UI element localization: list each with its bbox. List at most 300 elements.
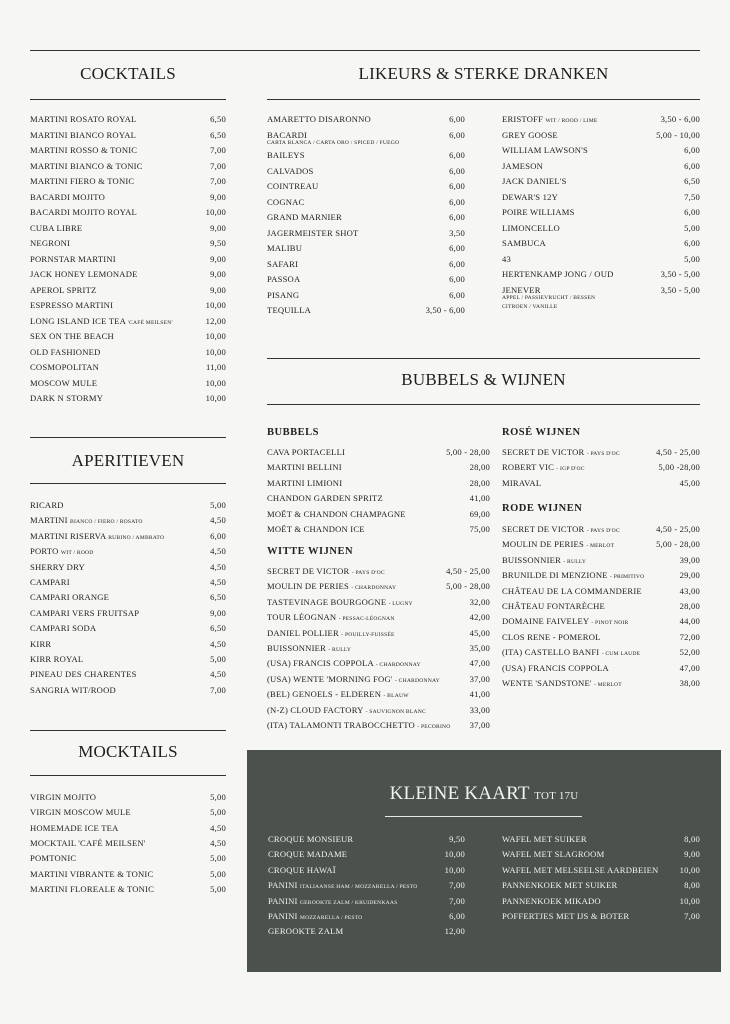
item-name: [30, 190, 105, 206]
item-price: 11,00: [205, 362, 226, 372]
cocktails-heading: COCKTAILS: [80, 64, 176, 83]
item-price: 28,00: [679, 600, 700, 611]
item-name: [502, 174, 567, 190]
item-name-text: BACARDI MOJITO ROYAL: [30, 207, 137, 217]
item-name-text: PASSOA: [267, 274, 301, 284]
item-name-text: RICARD: [30, 500, 64, 510]
item-name-text: HOMEMADE ICE TEA: [30, 822, 119, 833]
item-price: 6,00: [449, 181, 465, 191]
item-price: 41,00: [469, 689, 490, 700]
item-name-text: (USA) WENTE 'MORNING FOG': [267, 673, 393, 684]
menu-item: [502, 909, 700, 924]
item-note: - LUGNY: [388, 600, 413, 607]
item-name-text: CAVA PORTACELLI: [267, 447, 346, 457]
mocktails-list: [30, 790, 226, 897]
item-price: 4,50: [210, 515, 226, 526]
menu-item: [267, 303, 465, 319]
menu-item: [30, 283, 226, 299]
item-price: 4,50: [210, 546, 226, 557]
item-name-text: COSMOPOLITAN: [30, 362, 100, 372]
item-note: - CHARDONNAY: [351, 585, 397, 592]
item-price: 5,00: [210, 884, 226, 895]
item-name-text: BACARDI: [267, 129, 308, 140]
item-price: 38,00: [679, 677, 700, 688]
item-name: [502, 832, 587, 847]
item-price: 43,00: [679, 585, 700, 596]
menu-item: [502, 894, 700, 909]
item-name-text: (ITA) CASTELLO BANFI: [502, 647, 600, 658]
item-price: 3,50 - 5,00: [660, 269, 700, 279]
menu-item: [267, 257, 465, 273]
witte-wijnen-list: [267, 564, 490, 733]
item-price: 9,00: [210, 607, 226, 618]
item-price: 6,00: [684, 160, 700, 171]
menu-item: [502, 190, 700, 206]
item-name-text: JACK HONEY LEMONADE: [30, 269, 138, 279]
item-price: 9,50: [210, 238, 226, 248]
divider: [30, 99, 226, 100]
item-name-text: MALIBU: [267, 243, 303, 253]
likeurs-left-list: [267, 112, 465, 319]
menu-item: [267, 491, 490, 506]
bubbels-list: [267, 445, 490, 537]
menu-item: [268, 878, 465, 893]
item-name-text: CHÂTEAU FONTARÈCHE: [502, 600, 605, 611]
item-name: [30, 498, 64, 513]
item-name: [268, 924, 343, 939]
item-price: 5,00: [210, 500, 226, 510]
item-name-text: CHANDON GARDEN SPRITZ: [267, 493, 383, 504]
item-note: - IGP D'OC: [556, 466, 585, 473]
item-name: [30, 560, 85, 575]
menu-item: [30, 590, 226, 605]
item-name: [30, 575, 70, 590]
item-price: 9,00: [210, 284, 226, 295]
menu-item: [268, 924, 465, 939]
item-name: [502, 190, 558, 206]
item-name-text: CROQUE HAWAÏ: [268, 864, 336, 875]
item-name: [502, 476, 541, 491]
menu-item: [502, 614, 700, 629]
item-name: [30, 205, 137, 221]
item-price: 9,00: [210, 253, 226, 264]
kleine-kaart-right-list: [502, 832, 700, 924]
item-name: [30, 267, 138, 283]
item-name-text: CAMPARI: [30, 576, 70, 587]
item-price: 6,00: [449, 910, 465, 921]
item-price: 6,00: [684, 207, 700, 217]
item-price: 4,50 - 25,00: [656, 524, 700, 534]
item-price: 10,00: [679, 864, 700, 875]
menu-item: [30, 314, 226, 330]
menu-item: [30, 267, 226, 283]
item-price: 44,00: [679, 616, 700, 627]
item-name-text: APEROL SPRITZ: [30, 284, 97, 295]
item-name-text: LIMONCELLO: [502, 222, 560, 233]
item-name-text: MOULIN DE PERIES: [267, 581, 349, 592]
menu-item: [267, 656, 490, 671]
menu-item: [30, 851, 226, 866]
item-name-text: (USA) FRANCIS COPPOLA: [502, 662, 609, 673]
rode-wijnen-list: [502, 522, 700, 691]
item-price: 37,00: [469, 673, 490, 684]
menu-item: [502, 878, 700, 893]
item-name-text: CROQUE MADAME: [268, 849, 348, 860]
menu-item: [502, 661, 700, 676]
item-note: ITALIAANSE HAM / MOZZARELLA / PESTO: [299, 884, 418, 891]
item-name-text: PISANG: [267, 289, 300, 300]
item-price: 42,00: [469, 612, 490, 623]
item-name-text: MARTINI RISERVA: [30, 530, 106, 541]
item-price: 6,50: [210, 129, 226, 140]
item-name-text: PANNENKOEK MET SUIKER: [502, 880, 618, 891]
item-name-text: PORTO: [30, 546, 59, 557]
rose-wijnen-list: [502, 445, 700, 491]
item-name-text: DOMAINE FAIVELEY: [502, 616, 589, 627]
item-price: 6,50: [210, 114, 226, 124]
menu-item: [502, 832, 700, 847]
menu-item: [502, 112, 700, 128]
wijnen-heading: BUBBELS & WIJNEN: [401, 370, 566, 389]
item-price: 9,00: [210, 191, 226, 202]
item-name: [30, 836, 146, 851]
item-name-text: VIRGIN MOJITO: [30, 792, 97, 802]
item-name-text: OLD FASHIONED: [30, 346, 101, 357]
item-note: MOZZARELLA / PESTO: [299, 914, 363, 921]
item-price: 7,00: [449, 880, 465, 891]
item-name-text: JAGERMEISTER SHOT: [267, 227, 359, 238]
item-name: [268, 832, 353, 847]
item-name: [267, 226, 359, 242]
item-price: 28,00: [469, 477, 490, 488]
item-name: [502, 599, 605, 614]
item-name-text: (USA) FRANCIS COPPOLA: [267, 658, 374, 669]
item-name-text: KIRR ROYAL: [30, 653, 84, 664]
item-name-text: PORNSTAR MARTINI: [30, 253, 116, 264]
item-name-text: MARTINI: [30, 515, 68, 526]
item-price: 33,00: [469, 704, 490, 715]
menu-item: [267, 272, 465, 288]
item-name-text: JACK DANIEL'S: [502, 176, 567, 186]
menu-item: [502, 174, 700, 190]
menu-item: [30, 360, 226, 376]
menu-item: [502, 645, 700, 660]
item-name-text: PANNENKOEK MIKADO: [502, 895, 601, 906]
item-name: [30, 851, 76, 866]
item-name-text: POMTONIC: [30, 853, 77, 864]
item-price: 6,00: [449, 196, 465, 207]
item-name: [30, 821, 119, 836]
item-name-text: SAFARI: [267, 258, 299, 269]
item-name: [502, 630, 601, 645]
item-name: [267, 241, 302, 257]
item-note: - CUM LAUDE: [601, 651, 641, 658]
item-price: 29,00: [679, 570, 700, 581]
menu-item: [30, 128, 226, 144]
item-name-text: (N-Z) CLOUD FACTORY: [267, 704, 364, 715]
menu-item: [267, 148, 465, 164]
item-price: 10,00: [205, 393, 226, 403]
menu-item: [267, 226, 465, 242]
menu-item: [30, 867, 226, 882]
item-name-text: MOSCOW MULE: [30, 377, 98, 388]
item-name-text: JENEVER: [502, 284, 541, 295]
item-price: 5,00 - 10,00: [656, 129, 700, 140]
top-divider: [30, 50, 700, 51]
item-name: [502, 863, 658, 878]
menu-item: [268, 847, 465, 862]
item-name-text: COINTREAU: [267, 181, 319, 191]
item-name: [502, 267, 614, 283]
item-price: 5,00: [684, 253, 700, 264]
item-name-text: BRUNILDE DI MENZIONE: [502, 570, 608, 581]
menu-item: [30, 637, 226, 652]
item-price: 9,00: [210, 222, 226, 233]
menu-item: [30, 790, 226, 805]
item-name-text: TOUR LÉOGNAN: [267, 612, 337, 623]
item-name: [267, 522, 365, 537]
item-note: - RULLY: [328, 646, 352, 653]
item-name: [30, 159, 143, 175]
item-name-text: TASTEVINAGE BOURGOGNE: [267, 596, 387, 607]
item-note: - RULLY: [563, 558, 587, 565]
item-price: 45,00: [679, 477, 700, 488]
item-price: 5,00: [210, 792, 226, 802]
menu-item: [502, 476, 700, 491]
divider: [30, 437, 226, 438]
item-name: [30, 621, 96, 636]
item-name: [30, 790, 96, 805]
menu-item: [30, 513, 226, 528]
item-price: 52,00: [679, 647, 700, 658]
item-name-text: (BEL) GENOELS - ELDEREN: [267, 689, 382, 700]
item-price: 37,00: [469, 719, 490, 730]
item-name-text: MARTINI BIANCO ROYAL: [30, 129, 137, 140]
item-price: 6,00: [684, 238, 700, 248]
menu-item: [30, 221, 226, 237]
item-name: [502, 878, 617, 893]
item-name: [267, 257, 298, 273]
item-name-text: POIRE WILLIAMS: [502, 207, 575, 217]
item-name: [267, 210, 342, 226]
item-name-text: CAMPARI ORANGE: [30, 592, 110, 603]
item-name-text: SEX ON THE BEACH: [30, 331, 114, 341]
item-price: 6,50: [210, 592, 226, 603]
item-name-text: DEWAR'S 12Y: [502, 191, 559, 202]
item-price: 9,00: [210, 269, 226, 279]
menu-item: [268, 894, 465, 909]
item-name-text: MARTINI FIERO & TONIC: [30, 176, 135, 186]
menu-item: [502, 221, 700, 237]
item-note: WIT / ROOD: [60, 550, 94, 557]
item-name-text: CROQUE MONSIEUR: [268, 834, 354, 844]
item-name: [267, 112, 371, 128]
menu-item: [30, 836, 226, 851]
menu-item: [267, 476, 490, 491]
item-price: 3,50 - 6,00: [425, 305, 465, 315]
menu-item: [30, 805, 226, 820]
menu-item: [267, 626, 490, 641]
item-variants: CARTA BLANCA / CARTA ORO / SPICED / FUEGO: [267, 140, 400, 146]
item-name: [502, 143, 588, 159]
menu-item: [267, 610, 490, 625]
menu-item: [502, 128, 700, 144]
item-name: [267, 164, 314, 180]
menu-item: [30, 376, 226, 392]
menu-item: [502, 630, 700, 645]
bubbels-subheading: BUBBELS: [267, 427, 319, 438]
menu-item: [502, 599, 700, 614]
item-price: 6,00: [449, 258, 465, 269]
menu-item: [502, 537, 700, 552]
item-name-text: 43: [502, 253, 511, 264]
item-name-text: WAFEL MET SLAGROOM: [502, 849, 605, 860]
item-name: [30, 360, 99, 376]
item-name-text: WAFEL MET SUIKER: [502, 834, 587, 844]
menu-item: [268, 863, 465, 878]
item-name: [502, 894, 601, 909]
item-note: - MERLOT: [586, 543, 615, 550]
item-name-text: MARTINI LIMIONI: [267, 477, 343, 488]
item-name-text: WAFEL MET MELSEELSE AARDBEIEN: [502, 864, 659, 875]
item-name: [30, 867, 153, 882]
item-name-text: MOËT & CHANDON ICE: [267, 523, 365, 534]
item-name: [30, 143, 137, 159]
item-price: 4,50 - 25,00: [446, 566, 490, 576]
item-name-text: MOËT & CHANDON CHAMPAGNE: [267, 508, 406, 519]
item-name-text: SHERRY DRY: [30, 561, 85, 572]
item-price: 5,00: [210, 868, 226, 879]
item-price: 5,00: [684, 222, 700, 233]
item-name-text: AMARETTO DISARONNO: [267, 114, 371, 124]
item-price: 47,00: [469, 658, 490, 669]
item-note: WIT / ROOD / LIME: [545, 118, 598, 124]
divider: [267, 99, 700, 100]
kleine-kaart-title: KLEINE KAART: [389, 783, 530, 804]
item-name-text: MIRAVAL: [502, 477, 542, 488]
divider: [30, 483, 226, 484]
item-note: - CHARDONNAY: [375, 662, 421, 669]
item-name: [30, 128, 136, 144]
item-price: 6,00: [449, 165, 465, 176]
item-price: 8,00: [684, 880, 700, 891]
item-name: [30, 345, 100, 361]
item-price: 4,50: [210, 669, 226, 680]
item-name-text: JAMESON: [502, 160, 544, 171]
item-name-text: CAMPARI VERS FRUITSAP: [30, 607, 140, 618]
item-name: [30, 376, 97, 392]
menu-item: [30, 575, 226, 590]
item-name: [30, 667, 137, 682]
item-name: [267, 445, 345, 460]
item-price: 4,50 - 25,00: [656, 447, 700, 457]
item-note: - PESSAC-LÉOGNAN: [338, 616, 395, 623]
menu-item: [30, 298, 226, 314]
item-name: [267, 179, 318, 195]
item-name-text: MOCKTAIL 'CAFÉ MEILSEN': [30, 838, 146, 849]
menu-item: [502, 159, 700, 175]
menu-item: [268, 909, 465, 924]
item-name-text: POFFERTJES MET IJS & BOTER: [502, 910, 630, 921]
item-name-text: ERISTOFF: [502, 114, 544, 124]
item-price: 7,00: [210, 160, 226, 171]
item-price: 10,00: [205, 377, 226, 388]
item-price: 5,00: [210, 807, 226, 818]
menu-item: [30, 174, 226, 190]
menu-item: [267, 687, 490, 702]
menu-item: [30, 252, 226, 268]
item-price: 72,00: [679, 631, 700, 642]
item-note: - PECORINO: [417, 723, 451, 730]
item-price: 3,50 - 5,00: [660, 284, 700, 295]
item-price: 32,00: [469, 596, 490, 607]
item-name-text: PINEAU DES CHARENTES: [30, 669, 137, 680]
divider: [267, 358, 700, 359]
menu-item: [502, 553, 700, 568]
menu-item: [267, 579, 490, 594]
menu-item: [30, 667, 226, 682]
item-price: 6,00: [449, 129, 465, 140]
item-name-text: BUISSONNIER: [267, 642, 327, 653]
item-price: 3,50: [449, 227, 465, 238]
item-name-text: WENTE 'SANDSTONE': [502, 677, 592, 688]
item-name: [267, 718, 451, 735]
item-price: 7,00: [684, 910, 700, 921]
item-name: [267, 303, 311, 319]
item-name: [30, 283, 97, 299]
item-name-text: MARTINI VIBRANTE & TONIC: [30, 868, 154, 879]
item-note: GEROOKTE ZALM / KRUIDENKAAS: [299, 899, 398, 906]
item-name: [502, 159, 543, 175]
menu-item: [502, 236, 700, 252]
rode-wijnen-subheading: RODE WIJNEN: [502, 503, 583, 514]
item-name: [502, 128, 558, 144]
item-price: 10,00: [444, 849, 465, 860]
item-price: 4,50: [210, 561, 226, 572]
item-note: - PAYS D'OC: [586, 528, 620, 534]
menu-item: [267, 564, 490, 579]
item-name-text: MARTINI FLOREALE & TONIC: [30, 884, 155, 895]
item-price: 4,50: [210, 822, 226, 833]
item-price: 6,50: [684, 176, 700, 186]
menu-item: [30, 345, 226, 361]
menu-item: [30, 652, 226, 667]
item-price: 75,00: [469, 523, 490, 534]
menu-item: [30, 621, 226, 636]
menu-item: [30, 190, 226, 206]
item-price: 6,00: [449, 150, 465, 160]
item-name-text: CUBA LIBRE: [30, 222, 83, 233]
item-price: 10,00: [205, 207, 226, 217]
item-price: 7,50: [684, 191, 700, 202]
menu-item: [502, 252, 700, 268]
witte-wijnen-subheading: WITTE WIJNEN: [267, 546, 354, 557]
item-name: [30, 329, 114, 345]
menu-item: [267, 112, 465, 128]
item-name-text: MOULIN DE PERIES: [502, 539, 584, 550]
menu-item: [502, 460, 700, 475]
item-price: 5,00: [210, 653, 226, 664]
item-price: 10,00: [679, 895, 700, 906]
item-price: 6,00: [449, 289, 465, 300]
item-name-text: ROBERT VIC: [502, 462, 555, 473]
item-price: 6,50: [210, 623, 226, 634]
item-note: 'CAFÉ MEILSEN': [127, 319, 173, 326]
menu-item: [267, 718, 490, 733]
item-name-text: (ITA) TALAMONTI TRABOCCHETTO: [267, 719, 415, 730]
mocktails-heading: MOCKTAILS: [78, 742, 178, 761]
item-name-text: BACARDI MOJITO: [30, 191, 105, 202]
